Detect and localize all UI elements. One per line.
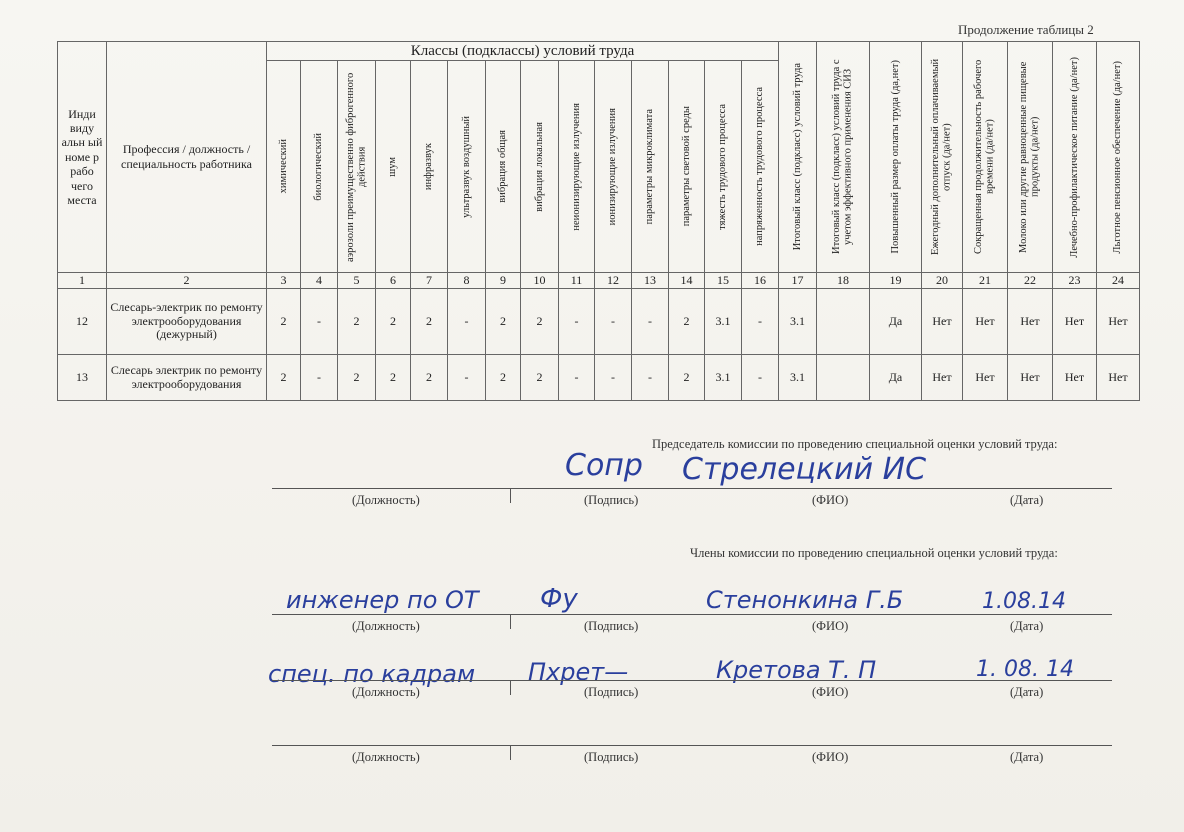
- caption-position: (Должность): [352, 750, 420, 764]
- table-cell: 2: [267, 289, 301, 355]
- header-factor: напряженность трудового процесса: [742, 61, 779, 273]
- caption-signature: (Подпись): [584, 493, 639, 507]
- caption-signature: (Подпись): [584, 750, 639, 764]
- table-cell: 3.1: [705, 289, 742, 355]
- line-divider: [510, 489, 511, 503]
- header-reduced-hours: Сокращенная продолжительность рабочего времени (да/нет): [963, 42, 1008, 273]
- header-factor: аэрозоли преимущественно фиброгенного действия: [338, 61, 376, 273]
- table-cell: Нет: [1008, 355, 1053, 401]
- table-cell: 2: [411, 289, 448, 355]
- table-cell: 2: [669, 355, 705, 401]
- table-cell: 2: [486, 289, 521, 355]
- column-number: 16: [742, 273, 779, 289]
- table-cell: 2: [669, 289, 705, 355]
- column-number: 5: [338, 273, 376, 289]
- header-factor: параметры световой среды: [669, 61, 705, 273]
- caption-date: (Дата): [1010, 493, 1044, 507]
- caption-name: (ФИО): [812, 619, 849, 633]
- table-cell: Нет: [1053, 289, 1097, 355]
- table-cell: 2: [338, 289, 376, 355]
- table-cell: -: [559, 289, 595, 355]
- caption-signature: (Подпись): [584, 685, 639, 699]
- member2-date-handwritten: 1. 08. 14: [976, 657, 1074, 682]
- column-number: 18: [817, 273, 870, 289]
- caption-date: (Дата): [1010, 750, 1044, 764]
- column-number: 23: [1053, 273, 1097, 289]
- members-title: Члены комиссии по проведению специальной оценки условий труда:: [690, 546, 1058, 560]
- table-cell: Нет: [1008, 289, 1053, 355]
- column-number: 3: [267, 273, 301, 289]
- column-number-row: [58, 273, 1140, 289]
- signature-line: [272, 745, 1112, 746]
- signature-line: [272, 488, 1112, 489]
- line-divider: [510, 615, 511, 629]
- caption-name: (ФИО): [812, 685, 849, 699]
- table-cell: -: [559, 355, 595, 401]
- table-cell: -: [301, 289, 338, 355]
- column-number: 7: [411, 273, 448, 289]
- caption-position: (Должность): [352, 493, 420, 507]
- chairman-signature: Сопр: [565, 448, 643, 483]
- workplace-id: 13: [58, 355, 107, 401]
- table-cell: 3.1: [705, 355, 742, 401]
- header-milk: Молоко или другие равноценные пищевые продукты (да/нет): [1008, 42, 1053, 273]
- column-number: 17: [779, 273, 817, 289]
- header-classes: Классы (подклассы) условий труда: [267, 42, 779, 61]
- member1-signature: Фу: [540, 584, 578, 614]
- table-cell: -: [595, 289, 632, 355]
- chairman-title: Председатель комиссии по проведению специальной оценки условий труда:: [652, 437, 1058, 451]
- caption-signature: (Подпись): [584, 619, 639, 633]
- table-cell: 2: [376, 355, 411, 401]
- table-cell: 2: [376, 289, 411, 355]
- header-factor: ультразвук воздушный: [448, 61, 486, 273]
- column-number: 2: [107, 273, 267, 289]
- header-factor: биологический: [301, 61, 338, 273]
- table-cell: -: [742, 355, 779, 401]
- table-cell: -: [448, 289, 486, 355]
- profession: Слесарь электрик по ремонту электрооборудования: [107, 355, 267, 401]
- table-cell: -: [632, 289, 669, 355]
- table-cell: 2: [411, 355, 448, 401]
- column-number: 22: [1008, 273, 1053, 289]
- member2-signature: Пхрет—: [528, 658, 629, 686]
- header-workplace-id: Инди виду альн ый номе р рабо чего места: [58, 42, 107, 273]
- header-factor: вибрация общая: [486, 61, 521, 273]
- column-number: 8: [448, 273, 486, 289]
- member1-date-handwritten: 1.08.14: [982, 589, 1066, 614]
- header-increased-pay: Повышенный размер оплаты труда (да,нет): [870, 42, 922, 273]
- table-cell: -: [742, 289, 779, 355]
- header-factor: тяжесть трудового процесса: [705, 61, 742, 273]
- header-factor: инфразвук: [411, 61, 448, 273]
- header-profession: Профессия / должность / специальность работника: [107, 42, 267, 273]
- table-cell: 2: [486, 355, 521, 401]
- table-cell: [817, 289, 870, 355]
- header-factor: параметры микроклимата: [632, 61, 669, 273]
- column-number: 10: [521, 273, 559, 289]
- working-conditions-table: [57, 41, 1140, 401]
- chairman-name-handwritten: Стрелецкий ИС: [682, 452, 927, 487]
- continuation-label: Продолжение таблицы 2: [958, 22, 1094, 37]
- caption-name: (ФИО): [812, 750, 849, 764]
- column-number: 9: [486, 273, 521, 289]
- column-number: 19: [870, 273, 922, 289]
- profession: Слесарь-электрик по ремонту электрооборудования (дежурный): [107, 289, 267, 355]
- column-number: 15: [705, 273, 742, 289]
- header-extra-leave: Ежегодный дополнительный оплачиваемый отпуск (да/нет): [922, 42, 963, 273]
- caption-name: (ФИО): [812, 493, 849, 507]
- member2-name-handwritten: Кретова Т. П: [716, 656, 877, 684]
- member1-position-handwritten: инженер по ОТ: [286, 586, 479, 614]
- table-cell: -: [595, 355, 632, 401]
- column-number: 14: [669, 273, 705, 289]
- caption-date: (Дата): [1010, 619, 1044, 633]
- table-cell: -: [448, 355, 486, 401]
- table-cell: -: [632, 355, 669, 401]
- header-factor: химический: [267, 61, 301, 273]
- column-number: 20: [922, 273, 963, 289]
- line-divider: [510, 681, 511, 695]
- column-number: 6: [376, 273, 411, 289]
- table-cell: [817, 355, 870, 401]
- table-cell: Да: [870, 355, 922, 401]
- header-factor: вибрация локальная: [521, 61, 559, 273]
- workplace-id: 12: [58, 289, 107, 355]
- column-number: 12: [595, 273, 632, 289]
- table-cell: Нет: [1097, 289, 1140, 355]
- table-cell: Нет: [963, 355, 1008, 401]
- header-factor: шум: [376, 61, 411, 273]
- column-number: 13: [632, 273, 669, 289]
- header-factor: ионизирующие излучения: [595, 61, 632, 273]
- column-number: 21: [963, 273, 1008, 289]
- header-final-class: Итоговый класс (подкласс) условий труда: [779, 42, 817, 273]
- table-cell: Нет: [922, 355, 963, 401]
- column-number: 4: [301, 273, 338, 289]
- table-cell: 2: [267, 355, 301, 401]
- table-cell: 2: [521, 289, 559, 355]
- column-number: 24: [1097, 273, 1140, 289]
- caption-position: (Должность): [352, 619, 420, 633]
- header-final-class-siz: Итоговый класс (подкласс) условий труда с учетом эффективного применения СИЗ: [817, 42, 870, 273]
- table-cell: 2: [521, 355, 559, 401]
- signature-line: [272, 614, 1112, 615]
- member1-name-handwritten: Стенонкина Г.Б: [706, 586, 904, 614]
- table-cell: 3.1: [779, 355, 817, 401]
- caption-position: (Должность): [352, 685, 420, 699]
- table-cell: Да: [870, 289, 922, 355]
- member2-position-handwritten: спец. по кадрам: [268, 660, 476, 688]
- header-factor: неионизирующие излучения: [559, 61, 595, 273]
- line-divider: [510, 746, 511, 760]
- table-row: [58, 355, 1140, 401]
- column-number: 1: [58, 273, 107, 289]
- table-cell: Нет: [963, 289, 1008, 355]
- table-cell: Нет: [922, 289, 963, 355]
- table-cell: Нет: [1097, 355, 1140, 401]
- table-cell: 3.1: [779, 289, 817, 355]
- table-row: [58, 289, 1140, 355]
- signature-line: [272, 680, 1112, 681]
- table-cell: Нет: [1053, 355, 1097, 401]
- table-cell: 2: [338, 355, 376, 401]
- caption-date: (Дата): [1010, 685, 1044, 699]
- table-cell: -: [301, 355, 338, 401]
- column-number: 11: [559, 273, 595, 289]
- header-therapeutic-food: Лечебно-профилактическое питание (да/нет): [1053, 42, 1097, 273]
- header-pension: Льготное пенсионное обеспечение (да/нет): [1097, 42, 1140, 273]
